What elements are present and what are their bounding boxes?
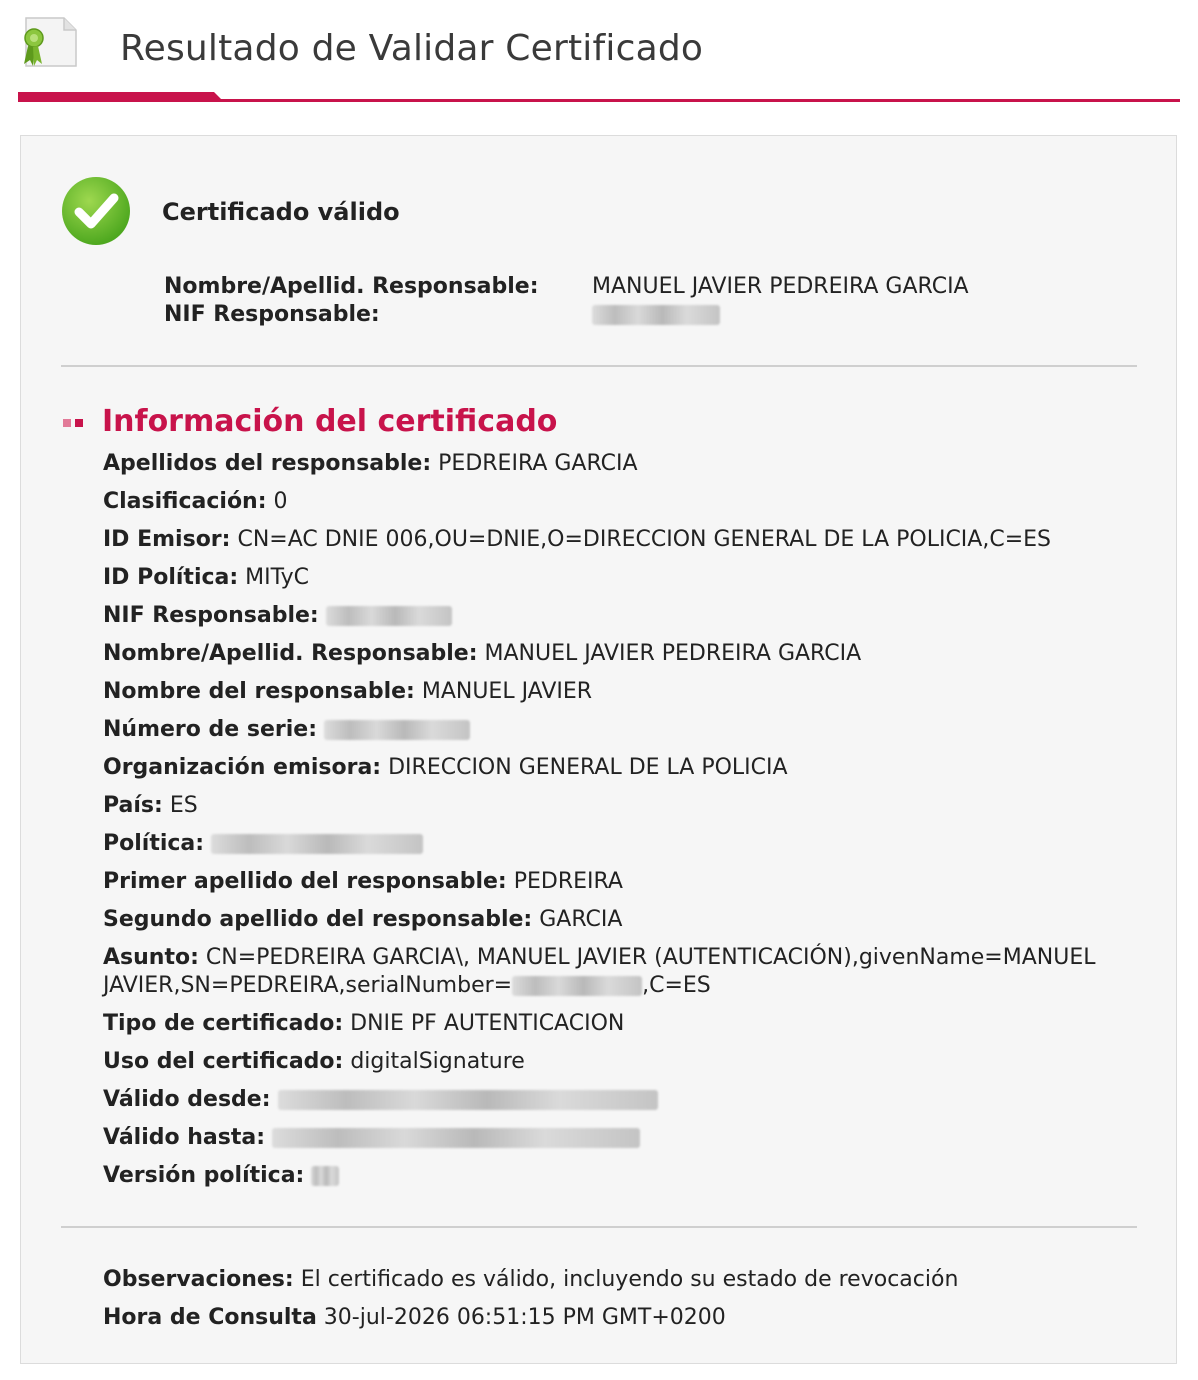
- page-title: Resultado de Validar Certificado: [120, 28, 704, 69]
- info-row: [103, 1162, 1143, 1190]
- hora-consulta-label: Hora de Consulta: [103, 1305, 317, 1330]
- check-valid-icon: [61, 176, 131, 246]
- redacted-value: [592, 302, 720, 327]
- info-label: Número de serie:: [103, 717, 317, 742]
- status-text: Certificado válido: [162, 198, 400, 226]
- summary-value: MANUEL JAVIER PEDREIRA GARCIA: [592, 274, 969, 299]
- info-row: [103, 1010, 1143, 1038]
- redacted-value: [278, 1090, 658, 1110]
- header-accent-rule: [18, 84, 1180, 104]
- info-row: [103, 944, 1143, 1000]
- info-label: Uso del certificado:: [103, 1049, 344, 1074]
- redacted-value: [512, 976, 642, 996]
- certificate-info-list: [103, 450, 1143, 1200]
- responsable-summary: [164, 274, 1064, 330]
- info-label: ID Emisor:: [103, 527, 231, 552]
- observaciones-value: El certificado es válido, incluyendo su estado de revocación: [300, 1267, 959, 1292]
- divider: [61, 1226, 1137, 1228]
- info-value-suffix: ,C=ES: [642, 973, 711, 998]
- info-value: MITyC: [245, 565, 310, 590]
- section-title: Información del certificado: [102, 404, 558, 439]
- observaciones-label: Observaciones:: [103, 1267, 294, 1292]
- info-row: [103, 602, 1143, 630]
- summary-row: [164, 274, 1064, 302]
- info-row: [103, 868, 1143, 896]
- section-bullet-icon: [63, 419, 85, 427]
- page-header: [18, 0, 1180, 104]
- info-label: Válido desde:: [103, 1087, 271, 1112]
- info-label: Clasificación:: [103, 489, 267, 514]
- validation-result-panel: [20, 135, 1177, 1364]
- observations-block: [103, 1266, 1143, 1342]
- redacted-value: [324, 720, 470, 740]
- info-value: CN=PEDREIRA GARCIA\, MANUEL JAVIER (AUTENTICACIÓN),givenName=MANUEL JAVIER,SN=PEDREIRA,serialNumber=: [103, 945, 1096, 998]
- info-value: GARCIA: [539, 907, 623, 932]
- info-label: Nombre/Apellid. Responsable:: [103, 641, 478, 666]
- info-label: País:: [103, 793, 163, 818]
- info-value: 0: [273, 489, 288, 514]
- hora-consulta-row: [103, 1304, 1143, 1332]
- info-row: [103, 1048, 1143, 1076]
- info-label: NIF Responsable:: [103, 603, 319, 628]
- summary-label: NIF Responsable:: [164, 302, 380, 327]
- info-row: [103, 450, 1143, 478]
- info-label: Válido hasta:: [103, 1125, 266, 1150]
- info-label: Política:: [103, 831, 205, 856]
- info-label: Organización emisora:: [103, 755, 382, 780]
- info-label: ID Política:: [103, 565, 239, 590]
- certificate-icon: [18, 16, 78, 70]
- info-row: [103, 678, 1143, 706]
- hora-consulta-value: 30-jul-2026 06:51:15 PM GMT+0200: [323, 1305, 726, 1330]
- redacted-value: [326, 606, 452, 626]
- info-value: DNIE PF AUTENTICACION: [350, 1011, 625, 1036]
- info-label: Tipo de certificado:: [103, 1011, 344, 1036]
- info-label: Segundo apellido del responsable:: [103, 907, 533, 932]
- info-label: Primer apellido del responsable:: [103, 869, 507, 894]
- info-value: PEDREIRA: [513, 869, 623, 894]
- info-value: digitalSignature: [350, 1049, 525, 1074]
- redacted-value: [272, 1128, 640, 1148]
- info-row: [103, 830, 1143, 858]
- redacted-value: [311, 1166, 339, 1186]
- info-row: [103, 1124, 1143, 1152]
- redacted-value: [211, 834, 423, 854]
- observaciones-row: [103, 1266, 1143, 1294]
- info-value: CN=AC DNIE 006,OU=DNIE,O=DIRECCION GENERAL DE LA POLICIA,C=ES: [237, 527, 1051, 552]
- info-label: Versión política:: [103, 1163, 305, 1188]
- info-row: [103, 792, 1143, 820]
- info-label: Nombre del responsable:: [103, 679, 415, 704]
- info-row: [103, 488, 1143, 516]
- info-row: [103, 526, 1143, 554]
- divider: [61, 365, 1137, 367]
- summary-row: [164, 302, 1064, 330]
- info-value: MANUEL JAVIER PEDREIRA GARCIA: [484, 641, 862, 666]
- info-row: [103, 716, 1143, 744]
- info-value: ES: [169, 793, 198, 818]
- info-value: PEDREIRA GARCIA: [438, 451, 638, 476]
- summary-label: Nombre/Apellid. Responsable:: [164, 274, 539, 299]
- info-label: Asunto:: [103, 945, 199, 970]
- info-row: [103, 564, 1143, 592]
- info-value: MANUEL JAVIER: [421, 679, 593, 704]
- info-label: Apellidos del responsable:: [103, 451, 432, 476]
- info-row: [103, 754, 1143, 782]
- info-row: [103, 1086, 1143, 1114]
- info-value: DIRECCION GENERAL DE LA POLICIA: [388, 755, 788, 780]
- info-row: [103, 906, 1143, 934]
- info-row: [103, 640, 1143, 668]
